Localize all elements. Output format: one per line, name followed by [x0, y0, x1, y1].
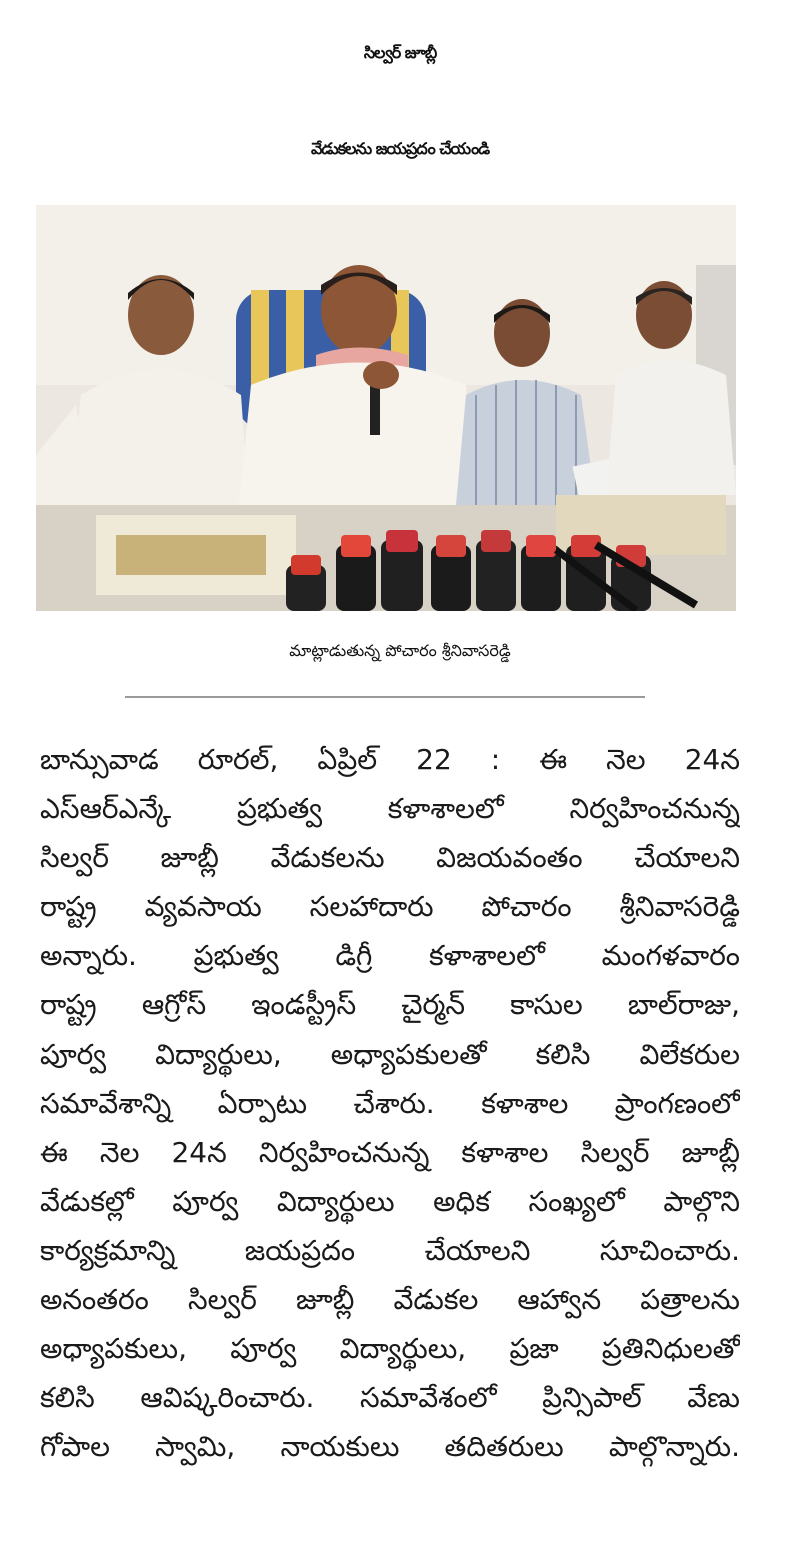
article-line: రాష్ట్ర వ్యవసాయ సలహాదారు పోచారం శ్రీనివాసరెడ్డి — [40, 890, 740, 924]
article-line: సమావేశాన్ని ఏర్పాటు చేశారు. కళాశాల ప్రాంగణంలో — [40, 1086, 740, 1120]
article-line: ఎస్ఆర్ఎన్కే ప్రభుత్వ కళాశాలలో నిర్వహించనున్న — [40, 792, 740, 826]
headline-line-1: సిల్వర్ జూబ్లీ — [363, 43, 437, 62]
article-line: రాష్ట్ర ఆగ్రోస్ ఇండస్ట్రీస్ చైర్మన్ కాసుల బాల్‌రాజు, — [40, 988, 740, 1022]
article-line: సిల్వర్ జూబ్లీ వేడుకలను విజయవంతం చేయాలని — [40, 841, 740, 875]
article-body — [40, 735, 740, 1471]
article-line: కార్యక్రమాన్ని జయప్రదం చేయాలని సూచించారు. — [40, 1233, 740, 1267]
article-line: కలిసి ఆవిష్కరించారు. సమావేశంలో ప్రిన్సిపాల్ వేణు — [40, 1381, 740, 1415]
article-line: వేడుకల్లో పూర్వ విద్యార్థులు అధిక సంఖ్యలో పాల్గొని — [40, 1184, 740, 1218]
photo-caption: మాట్లాడుతున్న పోచారం శ్రీనివాసరెడ్డి — [289, 641, 511, 660]
article-line: బాన్సువాడ రూరల్, ఏప్రిల్ 22 : ఈ నెల 24న — [40, 743, 740, 776]
headline-line-2: వేడుకలను జయప్రదం చేయండి — [310, 139, 490, 158]
article-line: అధ్యాపకులు, పూర్వ విద్యార్థులు, ప్రజా ప్రతినిధులతో — [40, 1332, 740, 1366]
article-line: అన్నారు. ప్రభుత్వ డిగ్రీ కళాశాలలో మంగళవారం — [40, 939, 740, 973]
press-conference-photo — [36, 205, 736, 611]
caption-divider — [125, 696, 645, 698]
article-line: పూర్వ విద్యార్థులు, అధ్యాపకులతో కలిసి విలేకరుల — [40, 1037, 740, 1071]
article-line: గోపాల స్వామి, నాయకులు తదితరులు పాల్గొన్నారు. — [40, 1430, 740, 1464]
article-line: ఈ నెల 24న నిర్వహించనున్న కళాశాల సిల్వర్ జూబ్లీ — [40, 1135, 740, 1169]
article-line: అనంతరం సిల్వర్ జూబ్లీ వేడుకల ఆహ్వాన పత్రాలను — [40, 1283, 740, 1317]
